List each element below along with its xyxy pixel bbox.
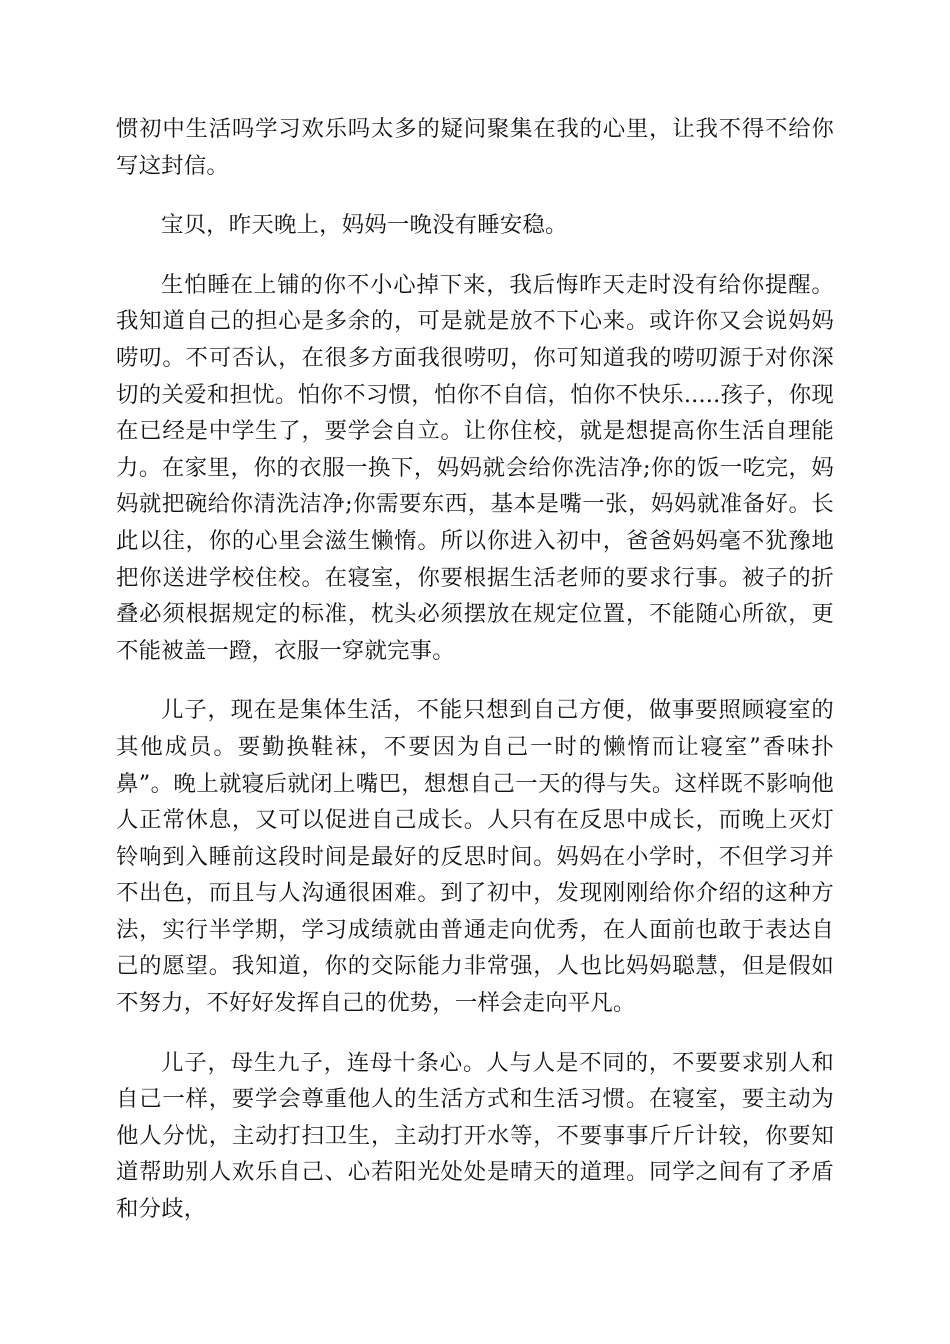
paragraph-3: 生怕睡在上铺的你不小心掉下来，我后悔昨天走时没有给你提醒。我知道自己的担心是多余的，可是就是放不下心来。或许你又会说妈妈唠叨。不可否认，在很多方面我很唠叨，你可知道我的唠叨源于对你深切的关爱和担忧。怕你不习惯，怕你不自信，怕你不快乐.....孩子，你现在已经是中学生了，要学会自立。让你住校，就是想提高你生活自理能力。在家里，你的衣服一换下，妈妈就会给你洗洁净;你的饭一吃完，妈妈就把碗给你清洗洁净;你需要东西，基本是嘴一张，妈妈就准备好。长此以往，你的心里会滋生懒惰。所以你进入初中，爸爸妈妈毫不犹豫地把你送进学校住校。在寝室，你要根据生活老师的要求行事。被子的折叠必须根据规定的标准，枕头必须摆放在规定位置，不能随心所欲，更不能被盖一蹬，衣服一穿就完事。 <box>116 271 834 664</box>
paragraph-4: 儿子，现在是集体生活，不能只想到自己方便，做事要照顾寝室的其他成员。要勤换鞋袜，不要因为自己一时的懒惰而让寝室”香味扑鼻”。晚上就寝后就闭上嘴巴，想想自己一天的得与失。这样既不影响他人正常休息，又可以促进自己成长。人只有在反思中成长，而晚上灭灯铃响到入睡前这段时间是最好的反思时间。妈妈在小学时，不但学习并不出色，而且与人沟通很困难。到了初中，发现刚刚给你介绍的这种方法，实行半学期，学习成绩就由普通走向优秀，在人面前也敢于表达自己的愿望。我知道，你的交际能力非常强，人也比妈妈聪慧，但是假如不努力，不好好发挥自己的优势，一样会走向平凡。 <box>116 697 834 1017</box>
letter-body <box>116 111 834 1251</box>
paragraph-1: 惯初中生活吗学习欢乐吗太多的疑问聚集在我的心里，让我不得不给你写这封信。 <box>116 116 834 179</box>
paragraph-5: 儿子，母生九子，连母十条心。人与人是不同的，不要要求别人和自己一样，要学会尊重他人的生活方式和生活习惯。在寝室，要主动为他人分忧，主动打扫卫生，主动打开水等，不要事事斤斤计较，你要知道帮助别人欢乐自己、心若阳光处处是晴天的道理。同学之间有了矛盾和分歧， <box>116 1049 834 1223</box>
paragraph-2: 宝贝，昨天晚上，妈妈一晚没有睡安稳。 <box>161 212 568 239</box>
